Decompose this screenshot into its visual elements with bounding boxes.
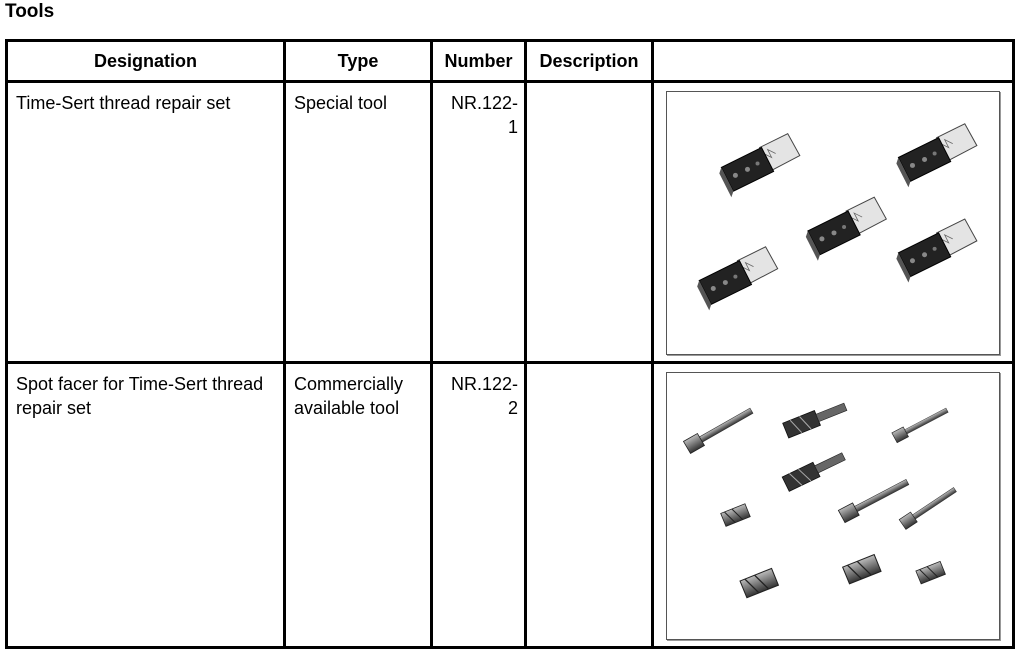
type-text: Commercially available tool	[294, 374, 404, 418]
type-cell	[285, 82, 432, 363]
description-text	[527, 364, 651, 372]
header-designation: Designation	[7, 41, 285, 82]
designation-cell	[7, 82, 285, 363]
designation-text: Time-Sert thread repair set	[16, 93, 231, 113]
type-cell	[285, 363, 432, 648]
number-text-line1: NR.122-	[450, 374, 518, 394]
table-row	[7, 363, 1014, 648]
spot-facer-tools-image	[666, 372, 1000, 640]
page-title: Tools	[5, 1, 55, 22]
thread-repair-set-image	[666, 91, 1000, 355]
number-cell	[432, 82, 526, 363]
number-text-line1: NR.122-	[450, 93, 518, 113]
description-text	[527, 83, 651, 91]
type-text: Special tool	[294, 93, 388, 113]
description-cell	[526, 82, 653, 363]
number-text-line2: 2	[507, 398, 518, 418]
table-row	[7, 82, 1014, 363]
table-header-row	[7, 41, 1014, 82]
image-cell	[653, 82, 1014, 363]
number-text-line2: 1	[507, 117, 518, 137]
description-cell	[526, 363, 653, 648]
tools-table	[5, 39, 1015, 649]
header-description: Description	[526, 41, 653, 82]
header-number: Number	[432, 41, 526, 82]
number-cell	[432, 363, 526, 648]
header-image	[653, 41, 1014, 82]
designation-text: Spot facer for Time-Sert thread repair set	[16, 374, 264, 418]
designation-cell	[7, 363, 285, 648]
image-cell	[653, 363, 1014, 648]
header-type: Type	[285, 41, 432, 82]
